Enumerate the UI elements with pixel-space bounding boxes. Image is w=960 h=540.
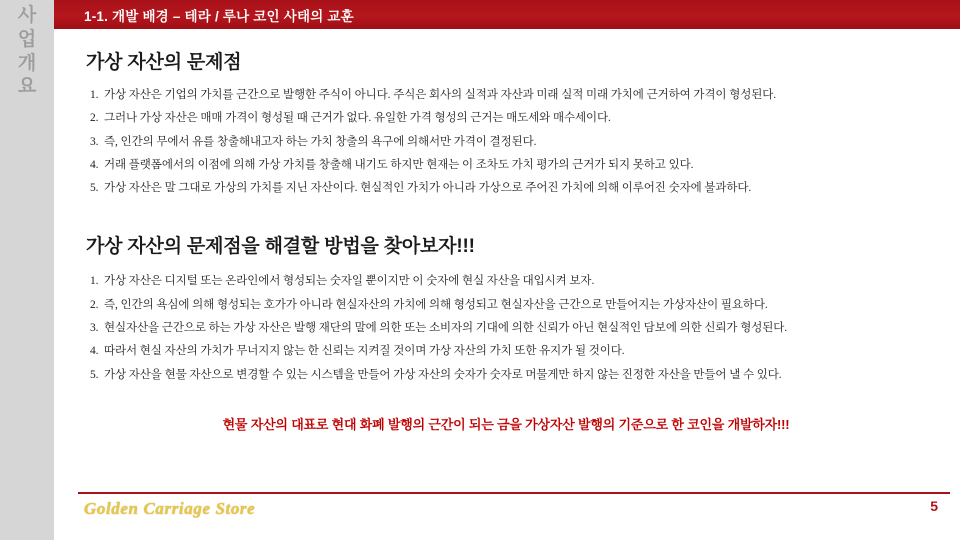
slide-header-bar bbox=[54, 0, 960, 29]
list-item-text: 가상 자산은 말 그대로 가상의 가치를 지닌 자산이다. 현실적인 가치가 아니라 가상으로 주어진 가치에 의해 이루어진 숫자에 불과하다. bbox=[104, 182, 752, 195]
slide-footer bbox=[54, 474, 960, 540]
list-item-text: 현실자산을 근간으로 하는 가상 자산은 발행 재단의 말에 의한 또는 소비자의 기대에 의한 신뢰가 아닌 현실적인 담보에 의한 신뢰가 형성된다. bbox=[104, 322, 788, 335]
list-item bbox=[90, 321, 926, 337]
section-tab-char-4: 요 bbox=[17, 76, 37, 98]
conclusion-callout: 현물 자산의 대표로 현대 화폐 발행의 근간이 되는 금을 가상자산 발행의 기준으로 한 코인을 개발하자!!! bbox=[222, 416, 790, 432]
list-marker: 4. bbox=[90, 345, 99, 358]
list-marker: 5. bbox=[90, 182, 99, 195]
list-marker: 5. bbox=[90, 368, 99, 381]
footer-divider bbox=[78, 492, 950, 494]
list-marker: 2. bbox=[90, 112, 99, 125]
problem-list bbox=[90, 88, 926, 197]
slide-body bbox=[54, 29, 960, 474]
section-tab bbox=[0, 0, 54, 540]
list-item bbox=[90, 135, 926, 151]
list-item bbox=[90, 111, 926, 127]
list-item-text: 가상 자산은 디지털 또는 온라인에서 형성되는 숫자일 뿐이지만 이 숫자에 현실 자산을 대입시켜 보자. bbox=[104, 275, 595, 288]
solution-list bbox=[90, 274, 926, 383]
list-item-text: 즉, 인간의 욕심에 의해 형성되는 호가가 아니라 현실자산의 가치에 의해 형성되고 현실자산을 근간으로 만들어지는 가상자산이 필요하다. bbox=[104, 298, 768, 311]
page-number: 5 bbox=[930, 498, 938, 514]
list-item bbox=[90, 158, 926, 174]
list-item bbox=[90, 298, 926, 314]
list-item bbox=[90, 344, 926, 360]
footer-brand: Golden Carriage Store bbox=[84, 499, 256, 518]
list-marker: 1. bbox=[90, 275, 99, 288]
list-item bbox=[90, 368, 926, 384]
list-item bbox=[90, 274, 926, 290]
section-tab-char-3: 개 bbox=[17, 52, 37, 74]
list-marker: 1. bbox=[90, 89, 99, 101]
section-heading-solutions: 가상 자산의 문제점을 해결할 방법을 찾아보자!!! bbox=[86, 236, 475, 258]
list-item-text: 거래 플랫폼에서의 이점에 의해 가상 가치를 창출해 내기도 하지만 현재는 이 조차도 가치 평가의 근거가 되지 못하고 있다. bbox=[104, 159, 694, 172]
section-heading-problems: 가상 자산의 문제점 bbox=[86, 52, 242, 73]
list-item bbox=[90, 181, 926, 197]
list-item-text: 가상 자산은 기업의 가치를 근간으로 발행한 주식이 아니다. 주식은 회사의 실적과 자산과 미래 실적 미래 가치에 근거하여 가격이 형성된다. bbox=[104, 89, 776, 101]
section-tab-char-2: 업 bbox=[17, 28, 37, 50]
list-item-text: 즉, 인간의 무에서 유를 창출해내고자 하는 가치 창출의 욕구에 의해서만 가격이 결정된다. bbox=[104, 135, 537, 148]
section-tab-char-1: 사 bbox=[17, 5, 37, 26]
list-item-text: 가상 자산을 현물 자산으로 변경할 수 있는 시스템을 만들어 가상 자산의 숫자가 숫자로 머물게만 하지 않는 진정한 자산을 만들어 낼 수 있다. bbox=[104, 368, 782, 381]
list-item bbox=[90, 88, 926, 104]
list-marker: 3. bbox=[90, 135, 99, 148]
list-marker: 4. bbox=[90, 159, 99, 172]
slide-title: 1-1. 개발 배경 – 테라 / 루나 코인 사태의 교훈 bbox=[84, 8, 354, 24]
list-marker: 3. bbox=[90, 322, 99, 335]
list-item-text: 따라서 현실 자산의 가치가 무너지지 않는 한 신뢰는 지켜질 것이며 가상 자산의 가치 또한 유지가 될 것이다. bbox=[104, 345, 625, 358]
list-item-text: 그러나 가상 자산은 매매 가격이 형성될 때 근거가 없다. 유일한 가격 형성의 근거는 매도세와 매수세이다. bbox=[104, 112, 611, 125]
list-marker: 2. bbox=[90, 298, 99, 311]
